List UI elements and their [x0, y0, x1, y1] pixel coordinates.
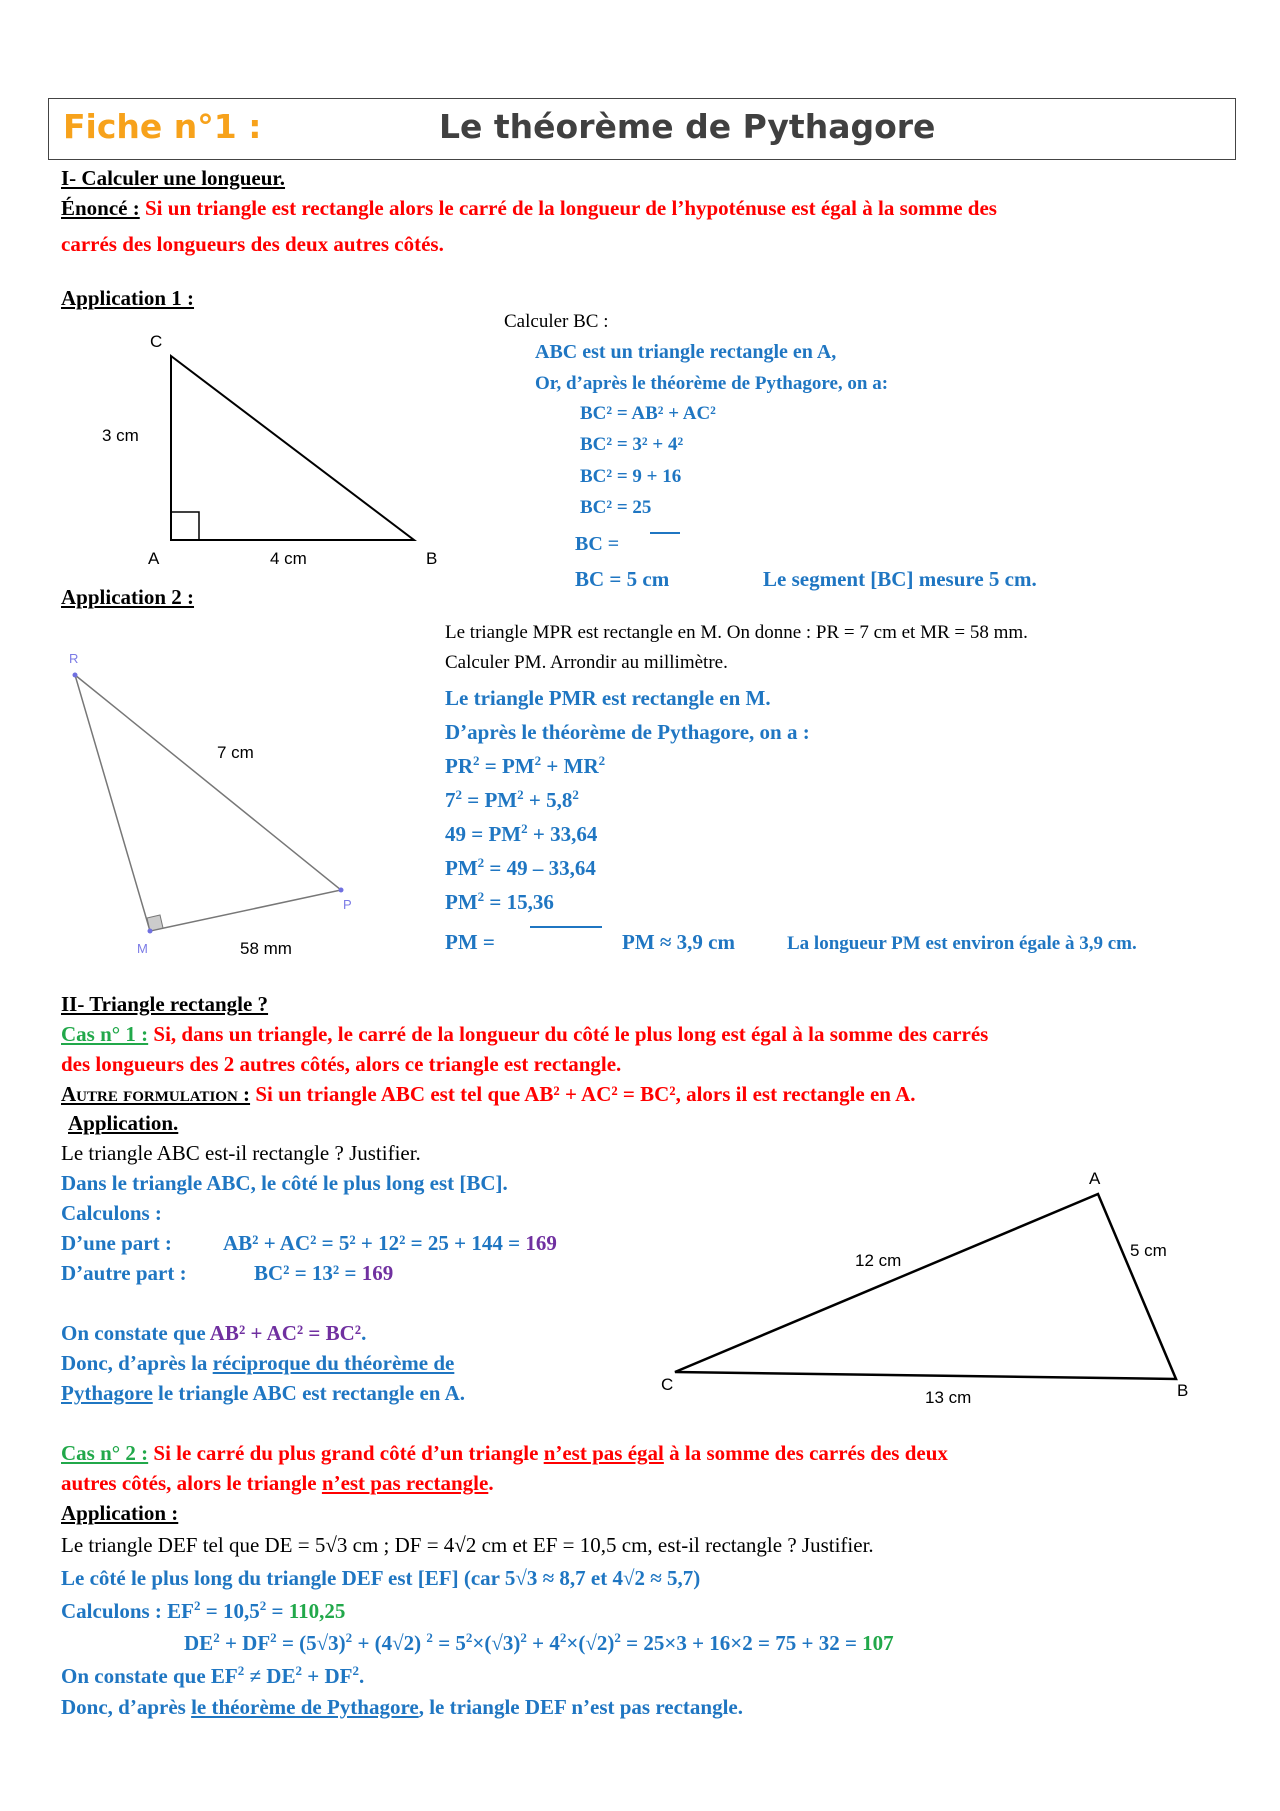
app3-triangle-figure — [655, 1160, 1195, 1410]
app2-q2: Calculer PM. Arrondir au millimètre. — [445, 652, 728, 673]
app2-l7: $PM^2 = 15,36$ — [445, 889, 554, 914]
app3-l4a: D’autre part : — [61, 1261, 187, 1285]
app1-sqrt-bar — [650, 532, 680, 534]
app1-l8: BC = 5 cm — [575, 567, 670, 591]
section2-heading: II- Triangle rectangle ? — [61, 992, 269, 1016]
label-c3: C — [661, 1375, 674, 1394]
app1-conclusion: Le segment [BC] mesure 5 cm. — [763, 567, 1037, 591]
enonce-line1 — [61, 196, 997, 221]
app4-l4: On constate que $EF^2 \ne DE^2 + DF^2$. — [61, 1663, 365, 1688]
label-p: P — [343, 897, 352, 912]
app3-l1: Dans le triangle ABC, le côté le plus long est [BC]. — [61, 1171, 508, 1195]
app3-question: Le triangle ABC est-il rectangle ? Justifier. — [61, 1141, 421, 1165]
app3-l6: Donc, d’après la réciproque du théorème de — [61, 1351, 455, 1375]
app2-l4: $7^2 = PM^2 + 5,8^2$ — [445, 787, 579, 812]
label-rp: 7 cm — [217, 743, 254, 762]
label-ab: 4 cm — [270, 549, 307, 568]
app4-l1: Le côté le plus long du triangle DEF est [EF] (car 5√3 ≈ 8,7 et 4√2 ≈ 5,7) — [61, 1566, 701, 1590]
fiche-number: Fiche n°1 : — [63, 107, 262, 146]
section1-heading: I- Calculer une longueur. — [61, 166, 286, 190]
app4-heading: Application : — [61, 1501, 179, 1525]
app2-l5: $49 = PM^2 + 33,64$ — [445, 821, 598, 846]
app3-l3: AB² + AC² = 5² + 12² = 25 + 144 = 169 — [223, 1231, 557, 1255]
app1-l7: BC = — [575, 533, 620, 555]
label-ca: 12 cm — [855, 1251, 902, 1270]
enonce-text1: Si un triangle est rectangle alors le carré de la longueur de l’hypoténuse est égal à la somme des — [139, 196, 997, 220]
app1-l6: BC² = 25 — [580, 497, 652, 518]
app3-l4: BC² = 13² = 169 — [254, 1261, 394, 1285]
app3-l2: Calculons : — [61, 1201, 162, 1225]
label-m: M — [137, 941, 148, 956]
app3-l3a: D’une part : — [61, 1231, 172, 1255]
right-angle-mark — [171, 512, 199, 540]
label-b3: B — [1177, 1381, 1189, 1400]
page-title: Le théorème de Pythagore — [439, 107, 936, 146]
autre-formulation: Autre formulation : Si un triangle ABC est tel que AB² + AC² = BC², alors il est rectangle en A. — [61, 1082, 916, 1106]
title-box — [48, 98, 1236, 160]
app1-triangle — [171, 356, 414, 540]
app2-heading: Application 2 : — [61, 585, 195, 609]
app1-l5: BC² = 9 + 16 — [580, 466, 682, 487]
app2-l2: D’après le théorème de Pythagore, on a : — [445, 720, 810, 744]
point-p — [339, 888, 344, 893]
label-c: C — [150, 332, 163, 351]
enonce-label: Énoncé : — [61, 196, 140, 220]
app2-conclusion: La longueur PM est environ égale à 3,9 cm. — [787, 933, 1137, 954]
label-ac: 3 cm — [102, 426, 139, 445]
app3-triangle — [675, 1194, 1176, 1379]
app4-l2: Calculons : $EF^2 = 10,5^2 = 110,25$ — [61, 1598, 346, 1623]
label-mp: 58 mm — [240, 939, 292, 958]
app1-l2: Or, d’après le théorème de Pythagore, on a: — [535, 373, 889, 394]
app2-sqrt-bar — [530, 926, 602, 928]
app4-l3: $DE^2 + DF^2 = (5√3)^2 + (4√2) ^2 = 5^2\times(√3)^2 + 4^2\times(√2)^2 = 25\times 3 + 16\times 2 = 75 + 32 = 107$ — [184, 1630, 894, 1655]
cas2-line2: autres côtés, alors le triangle n’est pas rectangle. — [61, 1471, 494, 1495]
point-m — [148, 929, 153, 934]
cas2-line1: Cas n° 2 : Si le carré du plus grand côté d’un triangle n’est pas égal à la somme des carrés des deux — [61, 1441, 948, 1465]
app4-l5: Donc, d’après le théorème de Pythagore, le triangle DEF n’est pas rectangle. — [61, 1695, 743, 1719]
app3-l5: On constate que AB² + AC² = BC². — [61, 1321, 367, 1345]
app1-heading: Application 1 : — [61, 286, 195, 310]
app2-q1: Le triangle MPR est rectangle en M. On donne : PR = 7 cm et MR = 58 mm. — [445, 622, 1028, 643]
app1-triangle-figure — [80, 325, 460, 575]
app1-l1: ABC est un triangle rectangle en A, — [535, 341, 837, 363]
app2-l1: Le triangle PMR est rectangle en M. — [445, 686, 771, 710]
label-b: B — [426, 549, 438, 568]
app4-question: Le triangle DEF tel que DE = 5√3 cm ; DF = 4√2 cm et EF = 10,5 cm, est-il rectangle ? Justifier. — [61, 1533, 874, 1557]
app2-l3: $PR^2 = PM^2 + MR^2$ — [445, 753, 606, 778]
label-a3: A — [1089, 1169, 1101, 1188]
label-r: R — [69, 651, 79, 666]
app3-l7: Pythagore le triangle ABC est rectangle en A. — [61, 1381, 465, 1405]
cas1-label: Cas n° 1 : — [61, 1022, 149, 1046]
app3-heading: Application. — [68, 1111, 179, 1135]
app2-l8: PM = — [445, 930, 495, 954]
cas1-line2: des longueurs des 2 autres côtés, alors ce triangle est rectangle. — [61, 1052, 622, 1076]
app2-triangle-figure — [55, 645, 375, 975]
label-cb: 13 cm — [925, 1388, 972, 1407]
cas1-line1: Cas n° 1 : Si, dans un triangle, le carré de la longueur du côté le plus long est égal à la somme des carrés — [61, 1022, 989, 1046]
point-r — [73, 673, 78, 678]
enonce-line2: carrés des longueurs des deux autres côtés. — [61, 232, 444, 256]
label-ab3: 5 cm — [1130, 1241, 1167, 1260]
cas2-label: Cas n° 2 : — [61, 1441, 149, 1465]
app1-question: Calculer BC : — [504, 311, 609, 332]
app2-l6: $PM^2 = 49 - 33,64$ — [445, 855, 596, 880]
autre-label: Autre formulation : — [61, 1082, 251, 1106]
app2-triangle — [75, 675, 341, 931]
label-a: A — [148, 549, 160, 568]
app1-l3: BC² = AB² + AC² — [580, 403, 716, 424]
app1-l4: BC² = 3² + 4² — [580, 434, 684, 455]
app2-l8b: PM ≈ 3,9 cm — [622, 930, 735, 954]
